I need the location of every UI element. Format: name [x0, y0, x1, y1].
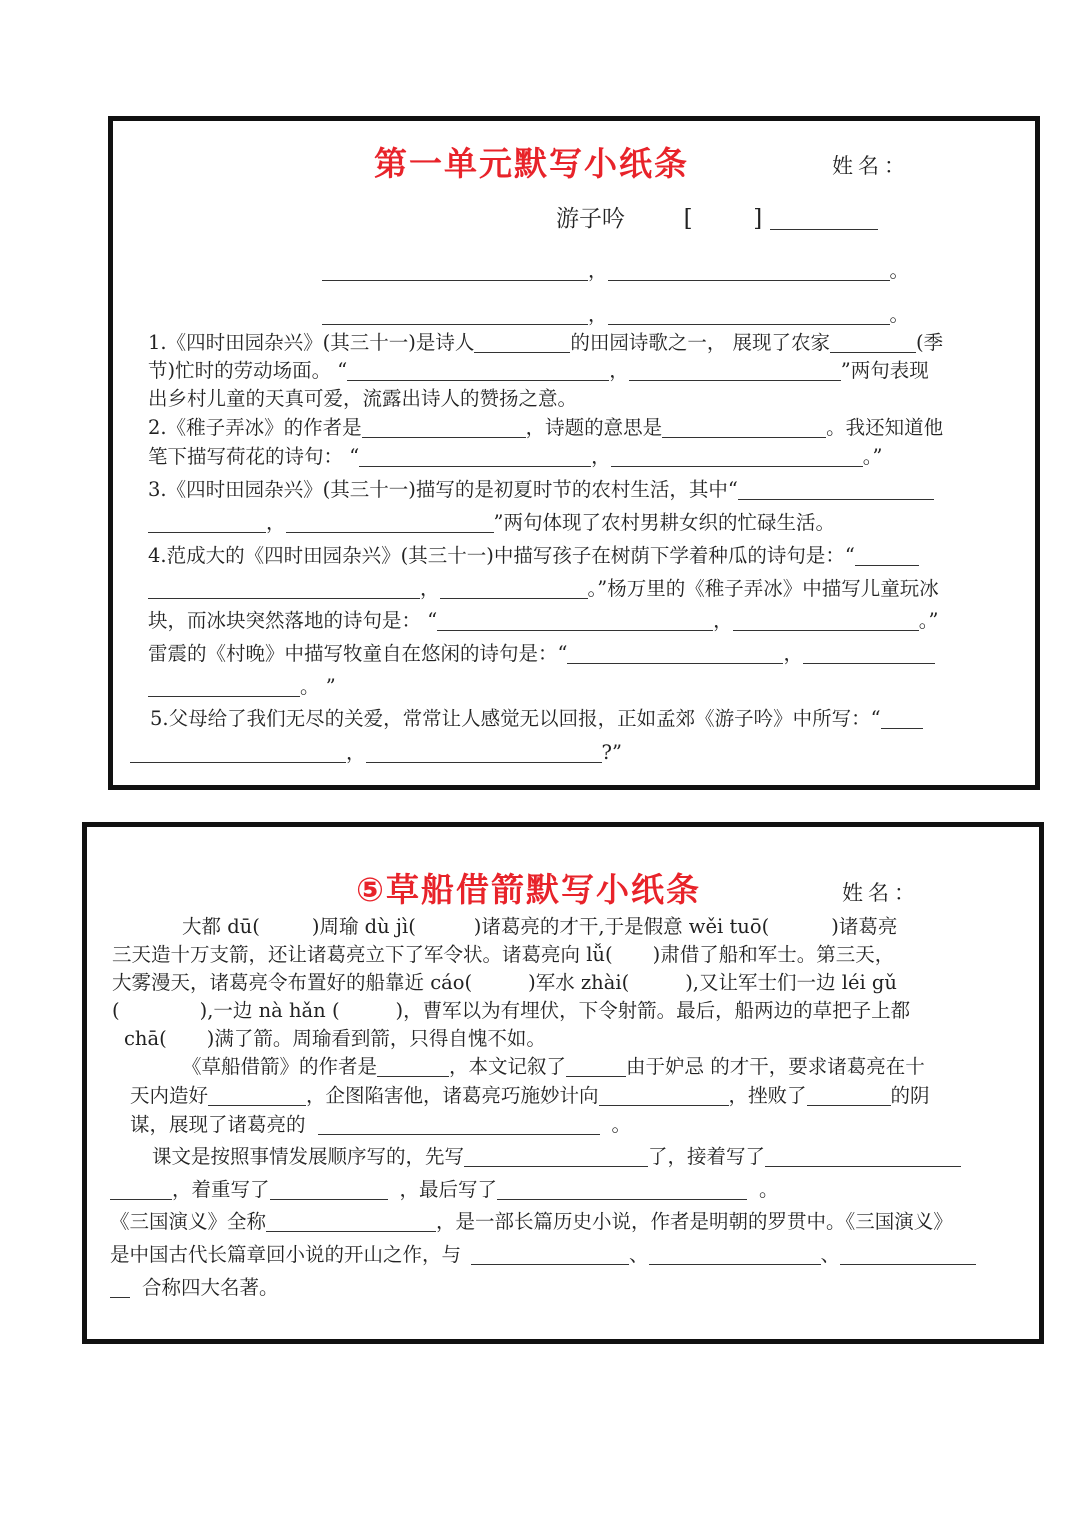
p1-line-1 — [182, 914, 897, 940]
text: ， — [783, 642, 803, 665]
text: ”两句表现 — [840, 359, 929, 382]
text: )肃借了船和军士。第三天， — [652, 943, 895, 966]
text: 三天造十万支箭，还让诸葛亮立下了军令状。诸葛亮向 lǚ( — [112, 943, 613, 966]
text: 2.《稚子弄冰》的作者是 — [148, 416, 362, 439]
q4-line-2 — [148, 576, 939, 602]
poem-blank[interactable] — [322, 260, 588, 281]
poem-blank[interactable] — [322, 304, 588, 325]
p1-line-5 — [124, 1026, 546, 1052]
answer-blank[interactable] — [270, 1179, 388, 1200]
answer-blank[interactable] — [855, 545, 919, 566]
poem-blank[interactable] — [608, 304, 890, 325]
text: 。 — [611, 1113, 632, 1136]
answer-blank[interactable] — [318, 1114, 600, 1135]
text: 节)忙时的劳动场面。 “ — [148, 359, 348, 382]
q4-line-1 — [148, 543, 919, 569]
text: ( — [112, 999, 120, 1022]
text: 了，接着写了 — [648, 1145, 766, 1168]
text: 。”杨万里的《稚子弄冰》中描写儿童玩冰 — [587, 577, 939, 600]
answer-blank[interactable] — [471, 1244, 629, 1265]
p3-line-2 — [110, 1177, 779, 1203]
text: 。 — [759, 1178, 779, 1201]
text: 谋，展现了诸葛亮的 — [130, 1113, 306, 1136]
answer-blank[interactable] — [130, 742, 346, 763]
poet-blank[interactable] — [770, 209, 878, 230]
punct: 。 — [889, 303, 910, 326]
answer-blank[interactable] — [629, 360, 841, 381]
text: 。我还知道他 — [826, 416, 944, 439]
answer-blank[interactable] — [830, 332, 916, 353]
text: ，是一部长篇历史小说，作者是明朝的罗贯中。《三国演义》 — [436, 1210, 953, 1233]
answer-blank[interactable] — [266, 1211, 436, 1232]
answer-blank[interactable] — [286, 512, 494, 533]
text: ， — [591, 445, 611, 468]
q4-line-3 — [148, 608, 938, 634]
text: 1.《四时田园杂兴》(其三十一)是诗人 — [148, 331, 475, 354]
q1-line-3: 出乡村儿童的天真可爱，流露出诗人的赞扬之意。 — [148, 387, 578, 410]
text: 天内造好 — [130, 1084, 209, 1107]
q3-line-2 — [148, 510, 835, 536]
text: 由于妒忌 的才干，要求诸葛亮在十 — [626, 1055, 925, 1078]
answer-blank[interactable] — [347, 360, 609, 381]
answer-blank[interactable] — [881, 708, 923, 729]
answer-blank[interactable] — [662, 417, 826, 438]
card2-name-label: 姓名： — [842, 881, 920, 905]
card1-name-label: 姓名： — [832, 154, 910, 178]
card1-title: 第一单元默写小纸条 — [374, 144, 689, 183]
text: )，曹军以为有埋伏，下令射箭。最后，船两边的草把子上都 — [395, 999, 911, 1022]
text: 的田园诗歌之一， 展现了农家 — [570, 331, 831, 354]
answer-blank[interactable] — [377, 1056, 449, 1077]
text: 大雾漫天，诸葛亮令布置好的船靠近 cáo( — [112, 971, 473, 994]
answer-blank[interactable] — [474, 332, 570, 353]
text: 块，而冰块突然落地的诗句是： “ — [148, 609, 438, 632]
text: )诸葛亮的才干,于是假意 wěi tuō( — [473, 915, 770, 938]
answer-blank[interactable] — [611, 446, 863, 467]
q2-line-1 — [148, 415, 943, 441]
text: 3.《四时田园杂兴》(其三十一)描写的是初夏时节的农村生活，其中“ — [148, 478, 738, 501]
answer-blank[interactable] — [497, 1179, 747, 1200]
text: ， — [609, 359, 629, 382]
p4-line-2 — [110, 1242, 976, 1268]
punct: 。 — [889, 259, 910, 282]
answer-blank[interactable] — [599, 1085, 729, 1106]
text: 、 — [820, 1243, 841, 1266]
poem-blank[interactable] — [608, 260, 890, 281]
punct: ， — [588, 259, 608, 282]
answer-blank[interactable] — [110, 1179, 172, 1200]
p4-line-3 — [110, 1275, 279, 1301]
text: 5.父母给了我们无尽的关爱，常常让人感觉无以回报，正如孟郊《游子吟》中所写：“ — [150, 707, 881, 730]
text: ”两句体现了农村男耕女织的忙碌生活。 — [493, 511, 835, 534]
text: ，挫败了 — [728, 1084, 807, 1107]
answer-blank[interactable] — [733, 610, 919, 631]
answer-blank[interactable] — [765, 1146, 961, 1167]
text: 是中国古代长篇章回小说的开山之作，与 — [110, 1243, 462, 1266]
poem-bracket-close: ] — [753, 206, 763, 232]
answer-blank[interactable] — [437, 610, 713, 631]
text: )满了箭。周瑜看到箭，只得自愧不如。 — [206, 1027, 546, 1050]
text: ， — [266, 511, 286, 534]
p1-line-2 — [112, 942, 894, 968]
poem-line-2 — [322, 302, 909, 328]
answer-blank[interactable] — [440, 578, 588, 599]
answer-blank[interactable] — [464, 1146, 648, 1167]
p2-line-2 — [130, 1083, 930, 1109]
poem-bracket-open: [ — [683, 206, 693, 232]
answer-blank[interactable] — [362, 417, 526, 438]
p1-line-4 — [112, 998, 910, 1024]
p2-line-3 — [130, 1112, 631, 1138]
text: ，企图陷害他，诸葛亮巧施妙计向 — [306, 1084, 599, 1107]
q3-line-1 — [148, 477, 934, 503]
text: 的阴 — [890, 1084, 930, 1107]
text: ， — [346, 741, 366, 764]
text: 雷震的《村晚》中描写牧童自在悠闲的诗句是：“ — [148, 642, 568, 665]
answer-blank[interactable] — [208, 1085, 306, 1106]
answer-blank[interactable] — [803, 643, 935, 664]
text: 大都 dū( — [182, 915, 260, 938]
answer-blank[interactable] — [148, 578, 420, 599]
answer-blank[interactable] — [110, 1277, 130, 1298]
p1-line-3 — [112, 970, 897, 996]
answer-blank[interactable] — [366, 742, 602, 763]
answer-blank[interactable] — [148, 676, 300, 697]
p3-line-1 — [152, 1144, 961, 1170]
text: )周瑜 dù jì( — [311, 915, 416, 938]
q4-line-4 — [148, 641, 935, 667]
q1-line-2 — [148, 358, 929, 384]
text: ，着重写了 — [172, 1178, 270, 1201]
text: (季 — [916, 331, 944, 354]
text: ，诗题的意思是 — [525, 416, 663, 439]
poem-title — [556, 200, 878, 233]
text: ，本文记叙了 — [449, 1055, 567, 1078]
q1-line-1 — [148, 330, 943, 356]
text: 、 — [629, 1243, 649, 1266]
answer-blank[interactable] — [840, 1244, 976, 1265]
answer-blank[interactable] — [807, 1085, 891, 1106]
text: 。” — [862, 445, 883, 468]
q2-line-2 — [148, 444, 882, 470]
p2-line-1 — [182, 1054, 925, 1080]
answer-blank[interactable] — [566, 1056, 626, 1077]
q4-line-5 — [148, 674, 336, 700]
p4-line-1 — [110, 1209, 953, 1235]
text: 《草船借箭》的作者是 — [182, 1055, 378, 1078]
q5-line-1 — [150, 706, 923, 732]
text: chā( — [124, 1027, 167, 1050]
text: )军水 zhài( — [528, 971, 630, 994]
text: 《三国演义》全称 — [110, 1210, 267, 1233]
answer-blank[interactable] — [567, 643, 783, 664]
text: 课文是按照事情发展顺序写的，先写 — [152, 1145, 465, 1168]
q5-line-2 — [130, 740, 622, 766]
text: ， — [420, 577, 440, 600]
text: )诸葛亮 — [831, 915, 898, 938]
answer-blank[interactable] — [649, 1244, 821, 1265]
text: ， — [713, 609, 733, 632]
text: 笔下描写荷花的诗句： “ — [148, 445, 360, 468]
answer-blank[interactable] — [738, 479, 934, 500]
text: ),又让军士们一边 léi gǔ — [685, 971, 897, 994]
text: ),一边 nà hǎn ( — [199, 999, 340, 1022]
text: ?” — [601, 741, 622, 764]
card2-title: ⑤草船借箭默写小纸条 — [356, 870, 701, 909]
punct: ， — [588, 303, 608, 326]
text: 。 ” — [300, 675, 336, 698]
text: 4.范成大的《四时田园杂兴》(其三十一)中描写孩子在树荫下学着种瓜的诗句是：“ — [148, 544, 855, 567]
answer-blank[interactable] — [148, 512, 266, 533]
text: 合称四大名著。 — [142, 1276, 279, 1299]
poem-title-text: 游子吟 — [556, 206, 625, 232]
text: 。” — [918, 609, 939, 632]
poem-line-1 — [322, 258, 909, 284]
text: ，最后写了 — [399, 1178, 498, 1201]
answer-blank[interactable] — [359, 446, 591, 467]
